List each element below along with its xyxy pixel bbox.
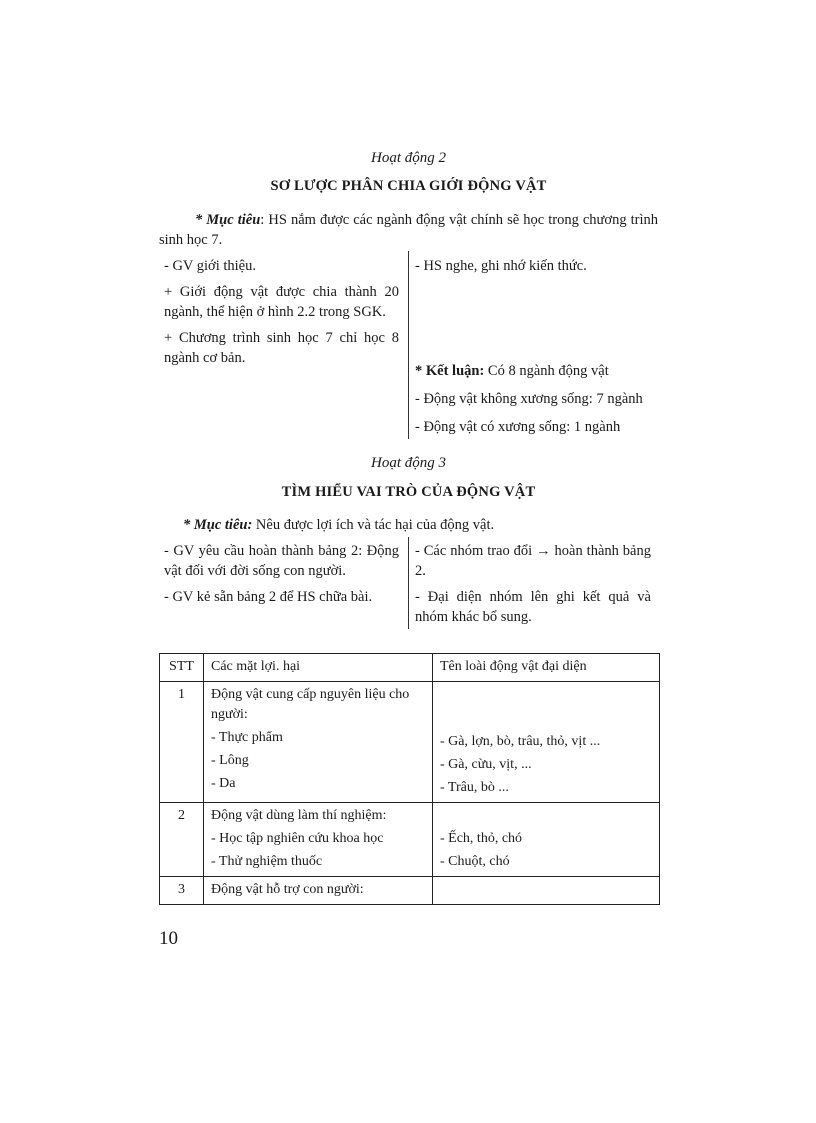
activity-3-objective: [159, 515, 658, 535]
act3-left-line-1: - GV yêu cầu hoàn thành bảng 2: Động vật đối với đời sống con người.: [164, 543, 399, 579]
row-2-item-2: - Thử nghiệm thuốc: [211, 854, 323, 869]
act3-left-line-2: - GV kẻ sẵn bảng 2 để HS chữa bài.: [164, 589, 373, 605]
activity-2-heading: SƠ LƯỢC PHÂN CHIA GIỚI ĐỘNG VẬT: [270, 178, 547, 194]
objective-label: * Mục tiêu: [195, 212, 261, 228]
conclusion-label: * Kết luận:: [415, 363, 485, 379]
page-number: 10: [159, 928, 178, 949]
activity-2-conclusion: [415, 361, 660, 437]
objective-text-3: Nêu được lợi ích và tác hại của động vật.: [252, 517, 495, 533]
conclusion-item-2: - Động vật có xương sống: 1 ngành: [415, 419, 621, 435]
row-1-item-3: - Da: [211, 776, 236, 791]
row-2-aspect: [204, 803, 433, 877]
row-1-item-2: - Lông: [211, 753, 249, 768]
left-line-2: + Giới động vật được chia thành 20 ngành, thể hiện ở hình 2.2 trong SGK.: [164, 284, 399, 320]
table-row: [160, 877, 660, 905]
row-1-example-2: - Gà, cừu, vịt, ...: [440, 757, 532, 772]
table-row: [160, 803, 660, 877]
activity-3-right-column: [415, 541, 651, 627]
activity-2-left-column: [164, 256, 399, 368]
objective-label-3: * Mục tiêu:: [183, 517, 253, 533]
animal-roles-table: [159, 653, 660, 905]
row-2-example-1: - Ếch, thỏ, chó: [440, 831, 523, 846]
row-3-stt: 3: [160, 877, 204, 905]
conclusion-item-1: - Động vật không xương sống: 7 ngành: [415, 391, 643, 407]
row-1-example-3: - Trâu, bò ...: [440, 780, 509, 795]
table-header-row: [160, 654, 660, 682]
header-aspects: Các mặt lợi. hại: [204, 654, 433, 682]
row-1-examples: [433, 682, 660, 803]
table-row: [160, 682, 660, 803]
activity-3-title: Hoạt động 3: [371, 455, 446, 471]
header-representatives: Tên loài động vật đại diện: [433, 654, 660, 682]
row-2-example-2: - Chuột, chó: [440, 854, 510, 869]
row-3-aspect: Động vật hỗ trợ con người:: [204, 877, 433, 905]
row-1-title: Động vật cung cấp nguyên liệu cho người:: [211, 687, 410, 722]
row-1-item-1: - Thực phẩm: [211, 730, 283, 745]
column-divider-3: [408, 537, 409, 629]
row-1-stt: 1: [160, 682, 204, 803]
row-2-item-1: - Học tập nghiên cứu khoa học: [211, 831, 384, 846]
right-line-1: - HS nghe, ghi nhớ kiến thức.: [415, 258, 587, 274]
conclusion-text: Có 8 ngành động vật: [484, 363, 609, 379]
row-2-stt: 2: [160, 803, 204, 877]
act3-right-line-1: - Các nhóm trao đổi → hoàn thành bảng 2.: [415, 543, 651, 579]
row-2-title: Động vật dùng làm thí nghiệm:: [211, 808, 387, 823]
act3-right-line-2: - Đại diện nhóm lên ghi kết quả và nhóm khác bổ sung.: [415, 589, 651, 625]
left-line-3: + Chương trình sinh học 7 chỉ học 8 ngành cơ bản.: [164, 330, 399, 366]
objective-text: : HS nắm được các ngành động vật chính sẽ học trong chương trình sinh học 7.: [159, 212, 658, 248]
column-divider: [408, 251, 409, 439]
row-1-example-1: - Gà, lợn, bò, trâu, thỏ, vịt ...: [440, 734, 601, 749]
activity-2-title: Hoạt động 2: [371, 150, 446, 166]
row-2-examples: [433, 803, 660, 877]
conclusion-line: [415, 361, 660, 381]
activity-3-left-column: [164, 541, 399, 607]
row-1-aspect: [204, 682, 433, 803]
row-3-examples: [433, 877, 660, 905]
left-line-1: - GV giới thiệu.: [164, 258, 256, 274]
activity-3-heading: TÌM HIỂU VAI TRÒ CỦA ĐỘNG VẬT: [281, 484, 536, 500]
header-stt: STT: [160, 654, 204, 682]
activity-2-objective: [159, 210, 658, 250]
activity-2-right-column: [415, 256, 660, 276]
